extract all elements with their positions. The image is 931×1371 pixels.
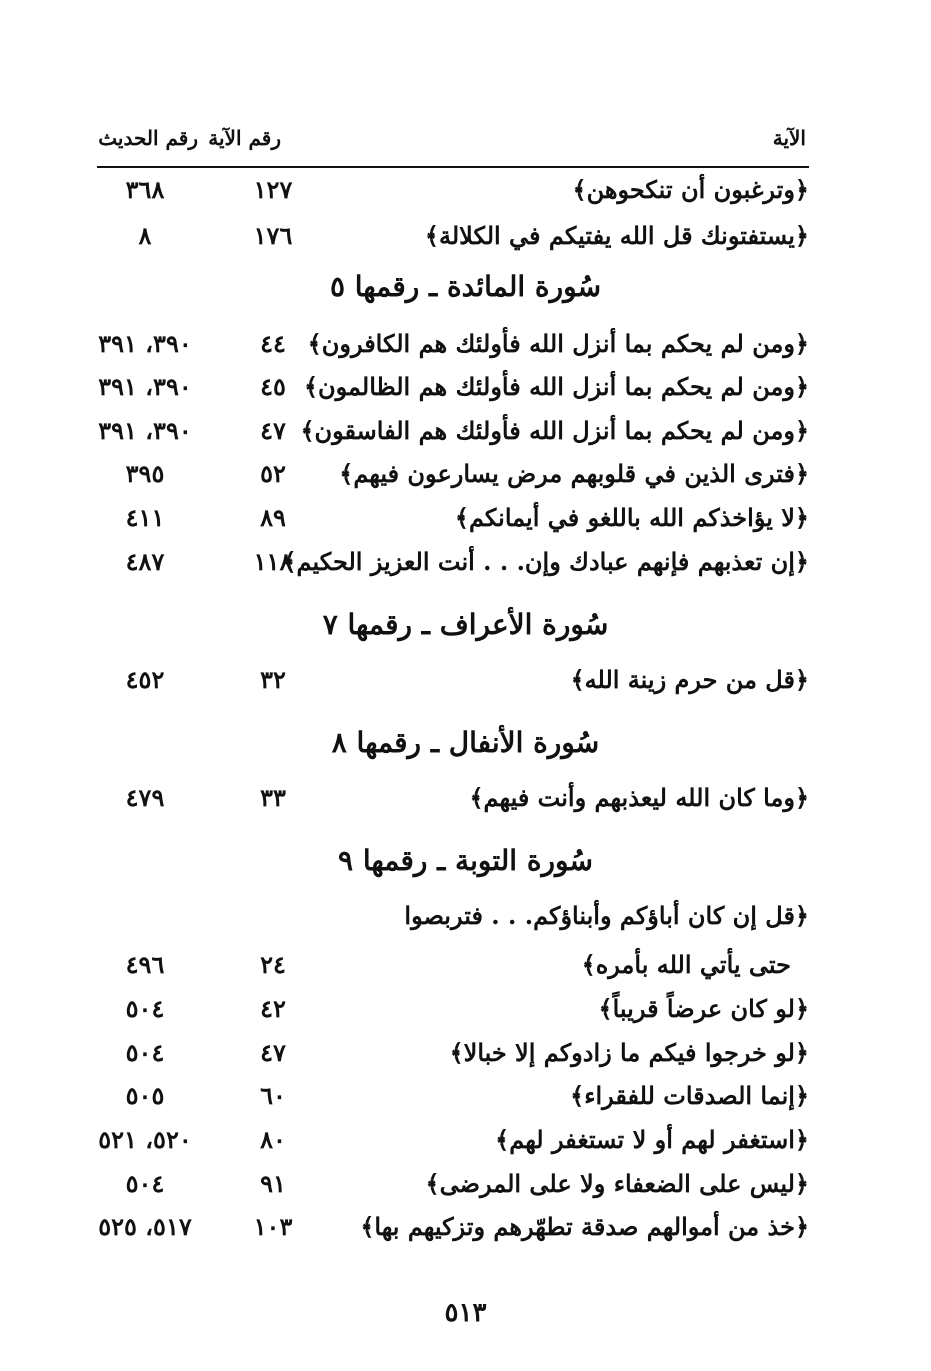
aya-number: ٦٠ (260, 1081, 286, 1110)
hadith-number: ٨ (138, 221, 152, 250)
aya-text: ﴿استغفر لهم أو لا تستغفر لهم﴾ (495, 1125, 809, 1154)
aya-number: ٤٤ (260, 329, 286, 358)
hadith-number: ٥٠٤ (125, 994, 165, 1023)
aya-text: ﴿يستفتونك قل الله يفتيكم في الكلالة﴾ (424, 221, 809, 250)
aya-text: ﴿ليس على الضعفاء ولا على المرضى﴾ (425, 1169, 809, 1198)
aya-number: ١٠٣ (253, 1212, 293, 1241)
aya-text: ﴿ومن لم يحكم بما أنزل الله فأولئك هم الفاسقون﴾ (300, 416, 809, 445)
hadith-number: ٤٥٢ (125, 665, 165, 694)
aya-text: ﴿ومن لم يحكم بما أنزل الله فأولئك هم الظالمون﴾ (303, 372, 809, 401)
table-row (60, 498, 809, 538)
aya-text: ﴿ومن لم يحكم بما أنزل الله فأولئك هم الكافرون﴾ (307, 329, 809, 358)
aya-text: ﴿وترغبون أن تنكحوهن﴾ (572, 175, 809, 204)
aya-number: ٤٢ (260, 994, 286, 1023)
surah-heading-tawba: سُورة التوبة ـ رقمها ٩ (338, 844, 593, 877)
table-row (60, 896, 809, 936)
table-row (60, 411, 809, 451)
table-row (60, 367, 809, 407)
hadith-number: ٥٢٠، ٥٢١ (98, 1125, 192, 1154)
aya-text: ﴿فترى الذين في قلوبهم مرض يسارعون فيهم﴾ (339, 459, 809, 488)
hadith-number: ٣٦٨ (125, 175, 165, 204)
table-row (60, 989, 809, 1029)
aya-number: ١٢٧ (253, 175, 293, 204)
aya-text: ﴿لا يؤاخذكم الله باللغو في أيمانكم﴾ (454, 503, 809, 532)
aya-text: ﴿قل إن كان أباؤكم وأبناؤكم. . . فتربصوا (404, 901, 809, 930)
table-row (60, 170, 809, 210)
aya-text: ﴿إن تعذبهم فإنهم عبادك وإن. . . أنت العزيز الحكيم﴾ (282, 547, 809, 576)
hadith-number: ٤٨٧ (125, 547, 165, 576)
table-row (60, 660, 809, 700)
table-row (60, 778, 809, 818)
hadith-number: ٣٩٠، ٣٩١ (98, 416, 192, 445)
hadith-number: ٣٩٠، ٣٩١ (98, 372, 192, 401)
hadith-number: ٤١١ (125, 503, 165, 532)
hadith-number: ٤٧٩ (125, 783, 165, 812)
table-row (60, 454, 809, 494)
surah-heading-araf: سُورة الأعراف ـ رقمها ٧ (322, 608, 609, 641)
aya-number: ٣٣ (260, 783, 286, 812)
aya-number: ٤٧ (260, 416, 286, 445)
aya-text: ﴿إنما الصدقات للفقراء﴾ (570, 1081, 809, 1110)
aya-text: ﴿قل من حرم زينة الله﴾ (570, 665, 809, 694)
column-header-hadith-number: رقم الحديث (98, 126, 198, 150)
aya-number: ٩١ (260, 1169, 286, 1198)
table-row (60, 945, 809, 985)
page-number: ٥١٣ (444, 1298, 487, 1328)
surah-heading-maida: سُورة المائدة ـ رقمها ٥ (329, 270, 602, 303)
hadith-number: ٥١٧، ٥٢٥ (98, 1212, 192, 1241)
table-row (60, 1033, 809, 1073)
surah-heading-anfal: سُورة الأنفال ـ رقمها ٨ (331, 726, 600, 759)
table-row (60, 1120, 809, 1160)
aya-number: ٤٥ (260, 372, 286, 401)
hadith-number: ٥٠٤ (125, 1038, 165, 1067)
aya-number: ٤٧ (260, 1038, 286, 1067)
aya-number: ٥٢ (260, 459, 286, 488)
hadith-number: ٤٩٦ (125, 950, 165, 979)
aya-number: ١٧٦ (253, 221, 293, 250)
table-row (60, 1164, 809, 1204)
column-header-aya: الآية (772, 126, 806, 150)
aya-number: ٨٠ (260, 1125, 286, 1154)
aya-text: ﴿وما كان الله ليعذبهم وأنت فيهم﴾ (469, 783, 809, 812)
hadith-number: ٣٩٠، ٣٩١ (98, 329, 192, 358)
aya-text: ﴿لو كان عرضاً قريباً﴾ (598, 994, 809, 1023)
hadith-number: ٥٠٤ (125, 1169, 165, 1198)
column-header-aya-number: رقم الآية (208, 126, 281, 150)
table-row (60, 324, 809, 364)
hadith-number: ٥٠٥ (125, 1081, 165, 1110)
table-row (60, 1076, 809, 1116)
aya-text: ﴿لو خرجوا فيكم ما زادوكم إلا خبالا﴾ (449, 1038, 809, 1067)
header-divider (97, 166, 809, 168)
aya-text: ﴿خذ من أموالهم صدقة تطهّرهم وتزكيهم بها﴾ (360, 1212, 809, 1241)
hadith-number: ٣٩٥ (125, 459, 165, 488)
table-row (60, 542, 809, 582)
aya-number: ٢٤ (260, 950, 286, 979)
aya-number: ١١٨ (253, 547, 293, 576)
aya-number: ٨٩ (260, 503, 286, 532)
aya-text: حتى يأتي الله بأمره﴾ (581, 950, 791, 979)
aya-number: ٣٢ (260, 665, 286, 694)
table-row (60, 1207, 809, 1247)
table-row (60, 216, 809, 256)
